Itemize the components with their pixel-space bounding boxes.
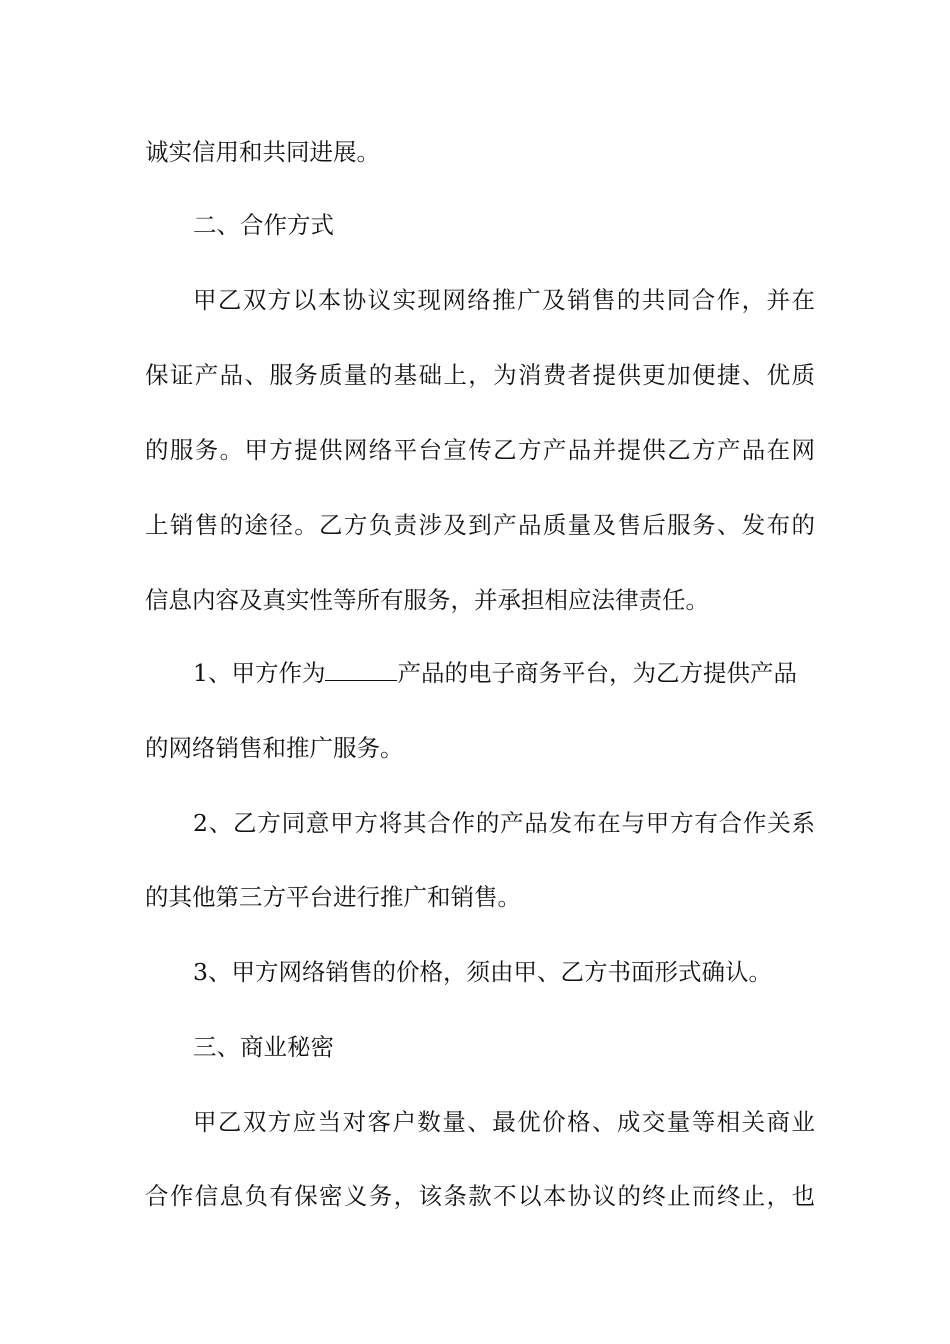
- fill-in-blank: [325, 658, 397, 681]
- clause-item-1-continuation: 的网络销售和推广服务。: [145, 734, 404, 762]
- cooperation-paragraph-line: 保证产品、服务质量的基础上，为消费者提供更加便捷、优质: [145, 361, 815, 389]
- cooperation-paragraph-line: 的服务。甲方提供网络平台宣传乙方产品并提供乙方产品在网: [145, 436, 815, 464]
- clause-item-1-suffix: 产品的电子商务平台，为乙方提供产品: [397, 659, 797, 687]
- clause-item-2: 2、乙方同意甲方将其合作的产品发布在与甲方有合作关系: [193, 809, 815, 837]
- clause-item-1-prefix: 1、甲方作为: [193, 659, 326, 687]
- clause-item-3: 3、甲方网络销售的价格，须由甲、乙方书面形式确认。: [193, 958, 772, 986]
- section-heading-trade-secret: 三、商业秘密: [193, 1033, 334, 1061]
- cooperation-paragraph-line: 甲乙双方以本协议实现网络推广及销售的共同合作，并在: [193, 286, 815, 314]
- clause-item-2-continuation: 的其他第三方平台进行推广和销售。: [145, 883, 521, 911]
- section-heading-cooperation: 二、合作方式: [193, 211, 334, 239]
- clause-item-1: [193, 658, 815, 688]
- cooperation-paragraph-line: 信息内容及真实性等所有服务，并承担相应法律责任。: [145, 586, 709, 614]
- cooperation-paragraph-line: 上销售的途径。乙方负责涉及到产品质量及售后服务、发布的: [145, 511, 815, 539]
- paragraph-continuation: 诚实信用和共同进展。: [145, 138, 380, 166]
- confidentiality-paragraph-line: 合作信息负有保密义务，该条款不以本协议的终止而终止，也: [145, 1182, 815, 1210]
- confidentiality-paragraph-line: 甲乙双方应当对客户数量、最优价格、成交量等相关商业: [193, 1108, 815, 1136]
